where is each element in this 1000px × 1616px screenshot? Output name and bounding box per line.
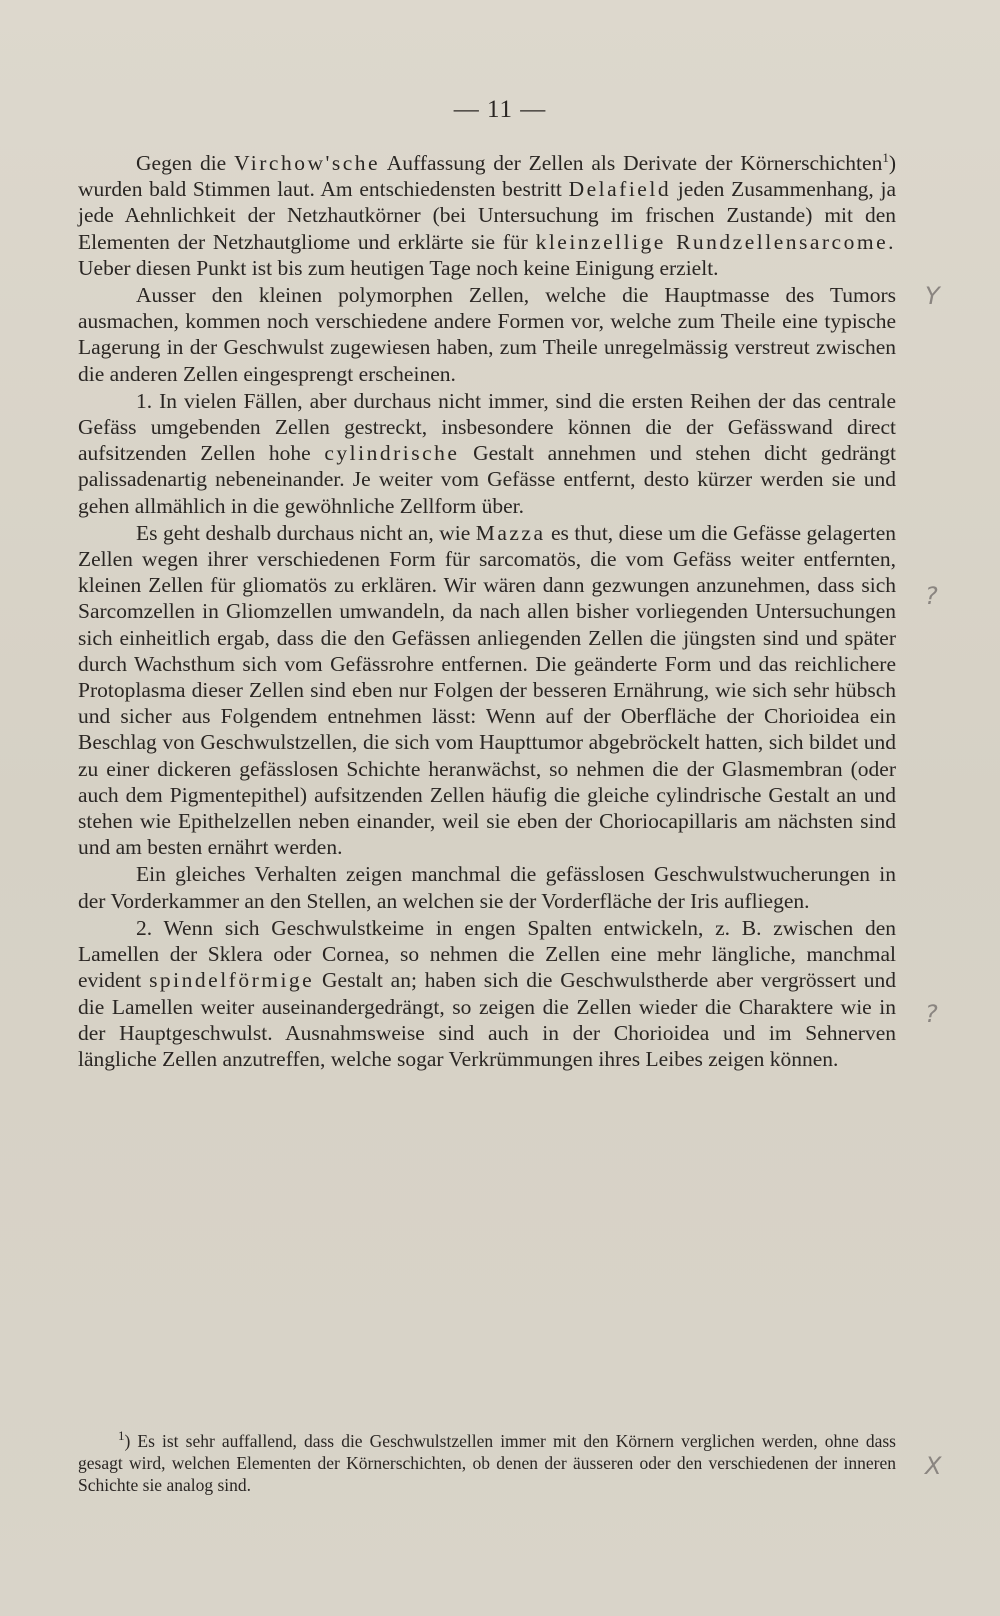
page-number: — 11 — <box>453 96 547 123</box>
paragraph-3 <box>78 388 896 519</box>
text-run: Gestalt an; haben sich die Geschwulstherde aber vergrössert und die Lamellen weiter auseinandergedrängt, so zeigen die Zellen wieder die Charaktere wie in der Hauptgeschwulst. Ausnahmsweise sind auch in der Chorioidea und im Sehnerven längliche Zellen anzutreffen, welche sogar Verkrümmungen ihres Leibes zeigen können. <box>78 968 896 1071</box>
emphasized-term: spindelförmige <box>149 968 315 993</box>
margin-mark: ? <box>925 582 938 610</box>
footnote <box>78 1430 896 1496</box>
paragraph-5: Ein gleiches Verhalten zeigen manchmal die gefässlosen Geschwulstwucherungen in der Vorderkammer an den Stellen, an welchen sie der Vorderfläche der Iris aufliegen. <box>78 862 896 913</box>
margin-mark: ? <box>925 1000 938 1028</box>
text-run: Es geht deshalb durchaus nicht an, wie <box>136 520 476 545</box>
text-run: jeden Zusammenhang, ja jede Aehnlichkeit der Netzhautkörner (bei Untersuchung im frischen Zustande) mit den Elementen der Netzhautgliome und erklärte sie für <box>78 177 896 254</box>
footnote-text <box>78 1430 896 1496</box>
text-run: 1. In vielen Fällen, aber durchaus nicht immer, sind die ersten Reihen der das centrale Gefäss umgebenden Zellen gestreckt, insbesondere können die der Gefässwand direct aufsitzenden Zellen hohe <box>78 388 896 466</box>
body-text <box>78 150 896 1072</box>
text-run: Auffassung der Zellen als Derivate der Körnerschichten <box>380 151 883 175</box>
author-name-mazza: Mazza <box>475 520 546 545</box>
emphasized-term: kleinzellige Rundzellensarcome. <box>535 229 896 254</box>
text-run: Ueber diesen Punkt ist bis zum heutigen Tage noch keine Einigung erzielt. <box>78 255 719 280</box>
author-name-virchow: Virchow'sche <box>234 151 381 175</box>
text-run: ) wurden bald Stimmen laut. Am entschiedensten bestritt <box>78 151 896 202</box>
author-name-delafield: Delafield <box>568 177 672 202</box>
text-run: ) Es ist sehr auffallend, dass die Geschwulstzellen immer mit den Körnern verglichen werden, ohne dass gesagt wird, welchen Elementen der Körnerschichten, ob denen der äusseren oder den verschiedenen der inneren Schichte sie analog sind. <box>78 1431 896 1495</box>
paragraph-4 <box>78 520 896 861</box>
text-run: Gegen die <box>136 151 235 175</box>
paragraph-6 <box>78 915 896 1072</box>
paragraph-2: Ausser den kleinen polymorphen Zellen, welche die Hauptmasse des Tumors ausmachen, kommen noch verschiedene andere Formen vor, welche zum Theile eine typische Lagerung in der Geschwulst zugewiesen haben, zum Theile unregelmässig verstreut zwischen die anderen Zellen eingesprengt erscheinen. <box>78 283 896 386</box>
footnote-marker: 1 <box>118 1428 125 1444</box>
margin-mark: X <box>925 1452 942 1480</box>
margin-mark: Y <box>925 282 940 310</box>
footnote-marker: 1 <box>882 149 889 165</box>
text-run: Gestalt annehmen und stehen dicht gedrängt palissadenartig nebeneinander. Je weiter vom Gefässe entfernt, desto kürzer werden sie und gehen allmählich in die gewöhnliche Zellform über. <box>78 441 896 518</box>
text-run: 2. Wenn sich Geschwulstkeime in engen Spalten entwickeln, z. B. zwischen den Lamellen der Sklera oder Cornea, so nehmen die Zellen eine mehr längliche, manchmal evident <box>78 915 896 993</box>
text-run: es thut, diese um die Gefässe gelagerten Zellen wegen ihrer verschiedenen Form für sarcomatös, die vom Gefäss weiter entfernten, kleinen Zellen für gliomatös zu erklären. Wir wären dann gezwungen anzunehmen, dass sich Sarcomzellen in Gliomzellen umwandeln, da nach allen bisher vorliegenden Untersuchungen sich einheitlich ergab, dass die den Gefässen anliegenden Zellen die jüngsten sind und später durch Wachsthum sich vom Gefässrohre entfernen. Die geänderte Form und das reichlichere Protoplasma dieser Zellen sind eben nur Folgen der besseren Ernährung, wie sich sehr hübsch und sicher aus Folgendem entnehmen lässt: Wenn auf der Oberfläche der Chorioidea ein Beschlag von Geschwulstzellen, die sich vom Haupttumor abgebröckelt hatten, sich bildet und zu einer dickeren gefässlosen Schichte heranwächst, so nehmen die der Glasmembran (oder auch dem Pigmentepithel) aufsitzenden Zellen häufig die gleiche cylindrische Gestalt an und stehen wie Epithelzellen neben einander, weil sie eben der Choriocapillaris am nächsten sind und am besten ernährt werden. <box>78 520 896 860</box>
emphasized-term: cylindrische <box>324 441 460 466</box>
paragraph-1 <box>78 150 896 281</box>
